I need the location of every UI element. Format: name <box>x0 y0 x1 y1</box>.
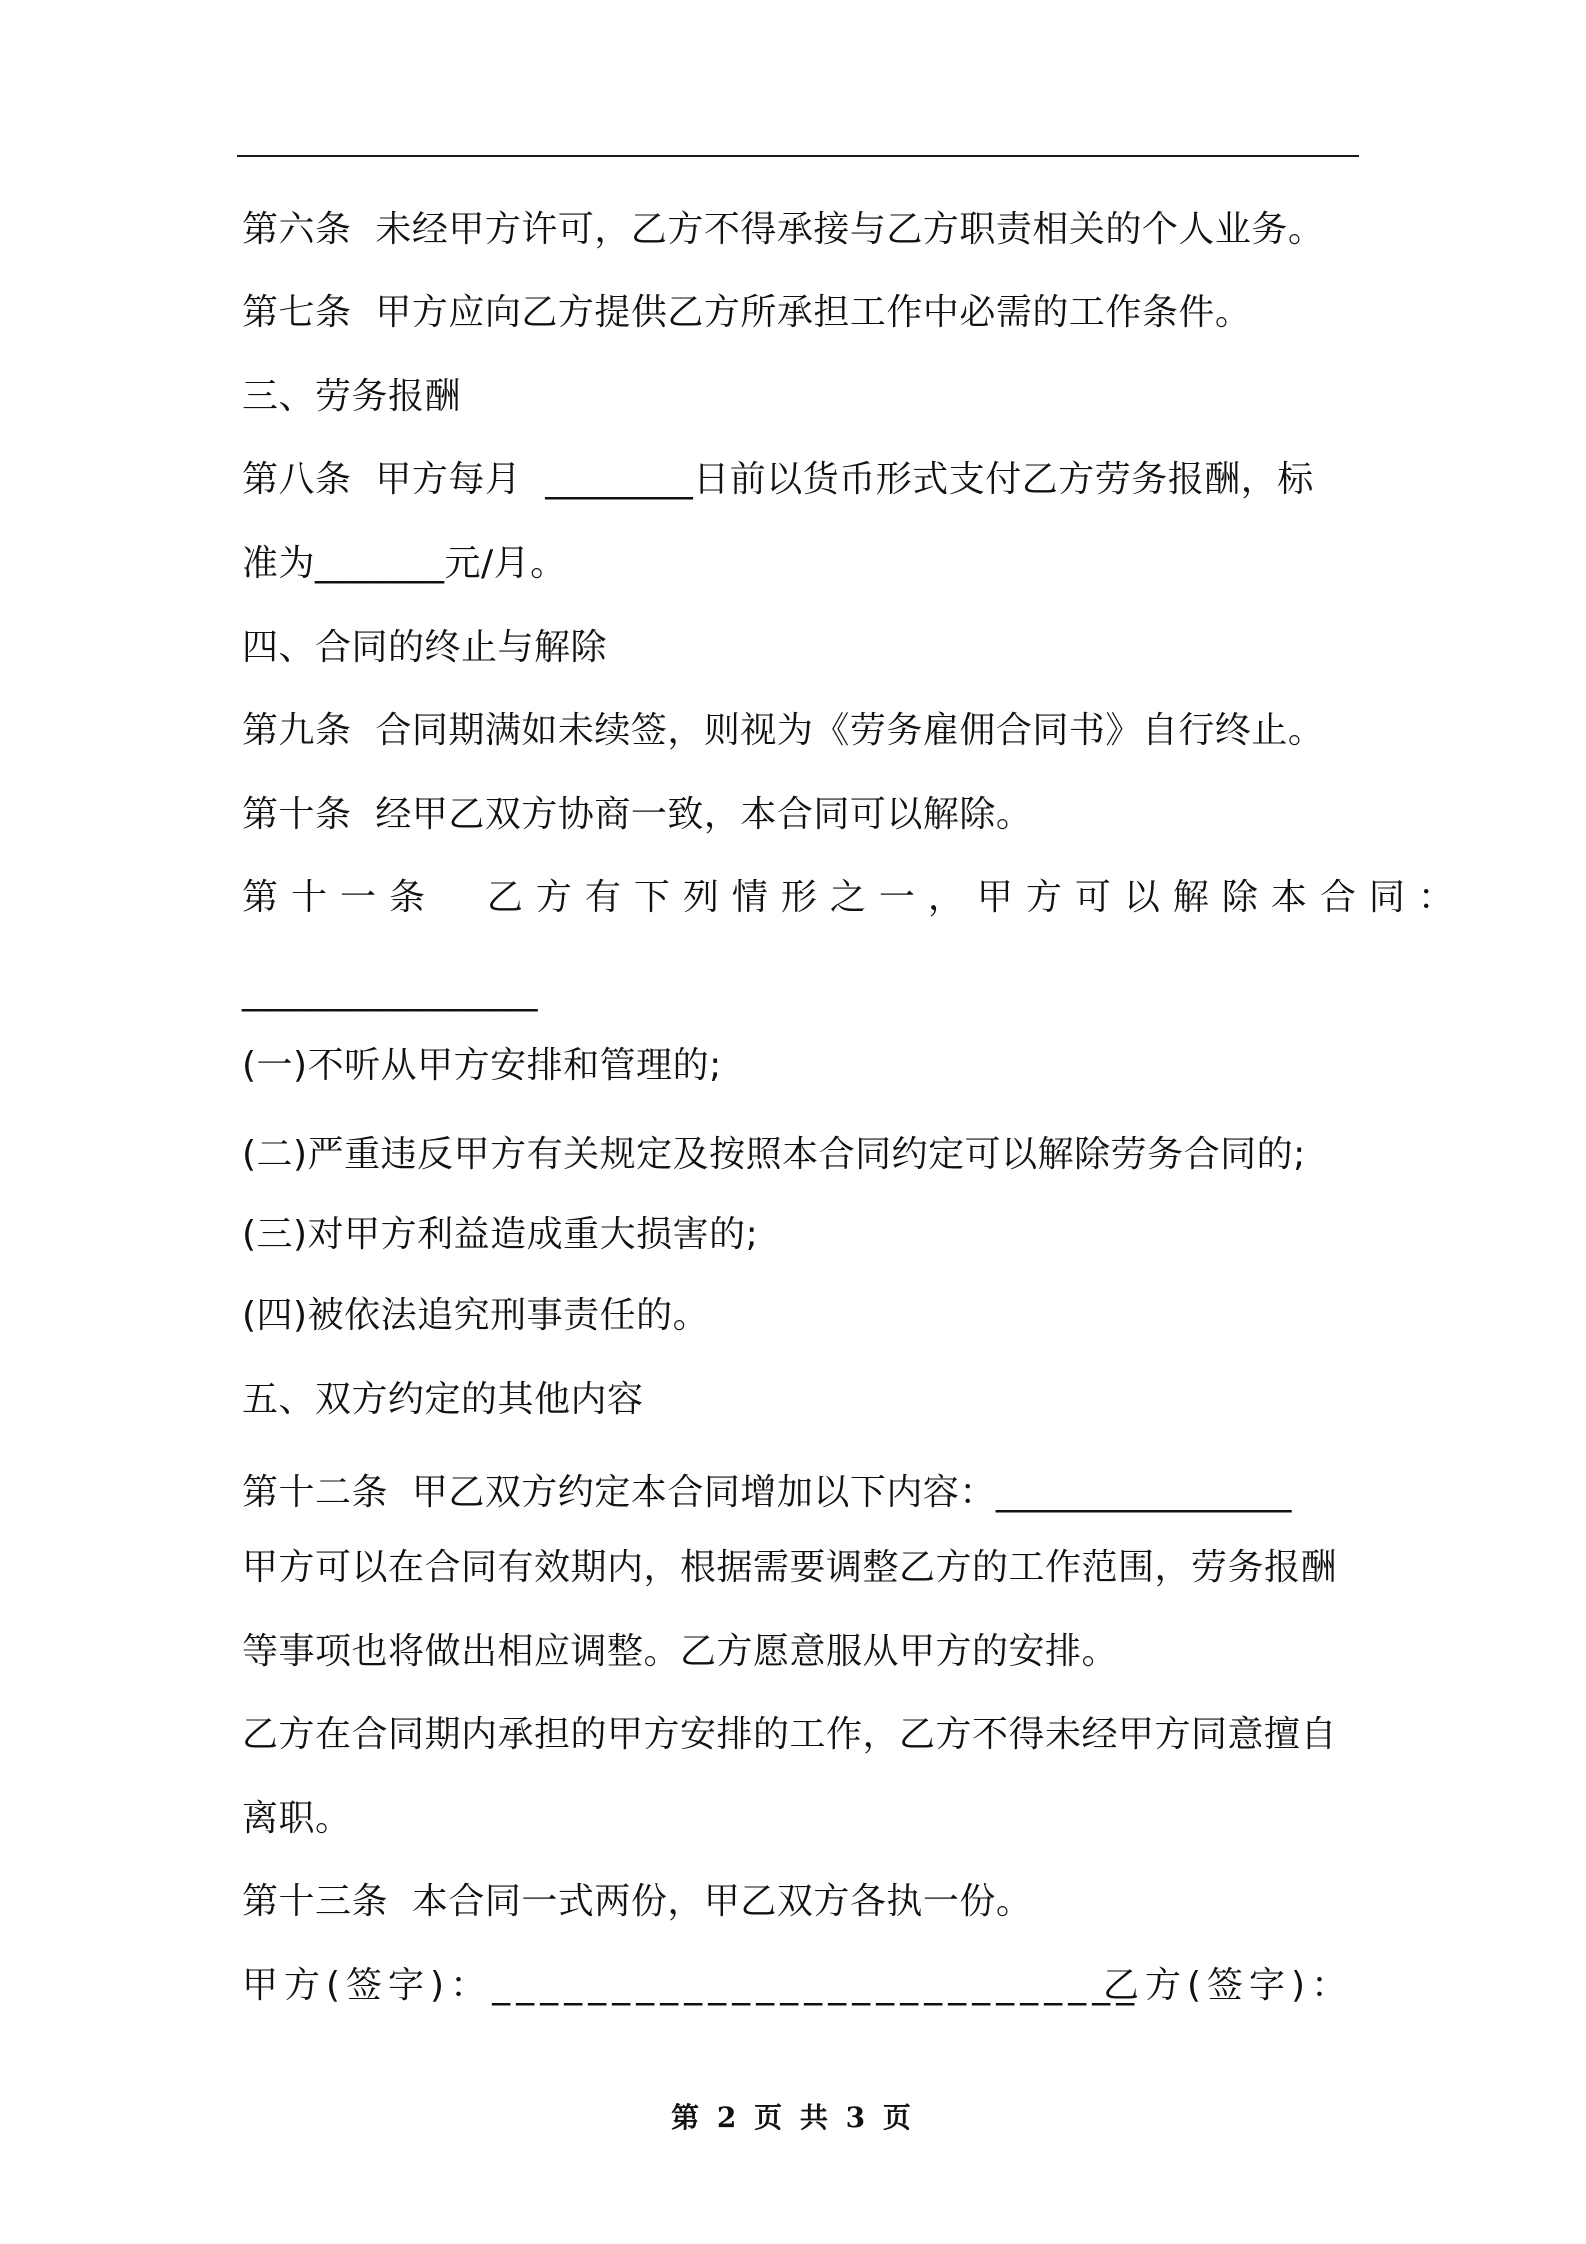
section-5-heading: 五、双方约定的其他内容 <box>242 1379 644 1420</box>
clause-8-line-1: 第八条 甲方每月 ________日前以货币形式支付乙方劳务报酬，标 <box>242 459 1314 500</box>
clause-10: 第十条 经甲乙双方协商一致，本合同可以解除。 <box>242 794 1033 835</box>
clause-12-para-1-line-2: 等事项也将做出相应调整。乙方愿意服从甲方的安排。 <box>242 1631 1119 1672</box>
party-a-signature: 甲方(签字)：___________________________ <box>242 1965 1141 2006</box>
clause-12: 第十二条 甲乙双方约定本合同增加以下内容：________________ <box>242 1472 1292 1513</box>
clause-11-item-1: (一)不听从甲方安排和管理的; <box>242 1045 722 1086</box>
clause-11-item-2: (二)严重违反甲方有关规定及按照本合同约定可以解除劳务合同的; <box>242 1134 1306 1175</box>
clause-11-item-3: (三)对甲方利益造成重大损害的; <box>242 1214 759 1255</box>
section-4-heading: 四、合同的终止与解除 <box>242 627 608 668</box>
party-b-signature: 乙方(签字)： <box>1103 1965 1354 2006</box>
clause-8-line-2: 准为_______元/月。 <box>242 543 567 584</box>
clause-12-para-2-line-1: 乙方在合同期内承担的甲方安排的工作，乙方不得未经甲方同意擅自 <box>242 1714 1338 1755</box>
clause-13: 第十三条 本合同一式两份，甲乙双方各执一份。 <box>242 1881 1033 1922</box>
clause-11: 第十一条 乙方有下列情形之一，甲方可以解除本合同： <box>242 877 1467 918</box>
clause-6: 第六条 未经甲方许可，乙方不得承接与乙方职责相关的个人业务。 <box>242 209 1325 250</box>
page-number: 第 2 页 共 3 页 <box>671 2101 915 2134</box>
clause-11-blank: ________________ <box>242 971 538 1012</box>
clause-9: 第九条 合同期满如未续签，则视为《劳务雇佣合同书》自行终止。 <box>242 710 1325 751</box>
clause-12-para-1-line-1: 甲方可以在合同有效期内，根据需要调整乙方的工作范围，劳务报酬 <box>242 1547 1338 1588</box>
header-rule <box>237 155 1359 157</box>
section-3-heading: 三、劳务报酬 <box>242 376 462 417</box>
clause-11-item-4: (四)被依法追究刑事责任的。 <box>242 1295 710 1336</box>
clause-7: 第七条 甲方应向乙方提供乙方所承担工作中必需的工作条件。 <box>242 292 1252 333</box>
clause-12-para-2-line-2: 离职。 <box>242 1798 352 1839</box>
